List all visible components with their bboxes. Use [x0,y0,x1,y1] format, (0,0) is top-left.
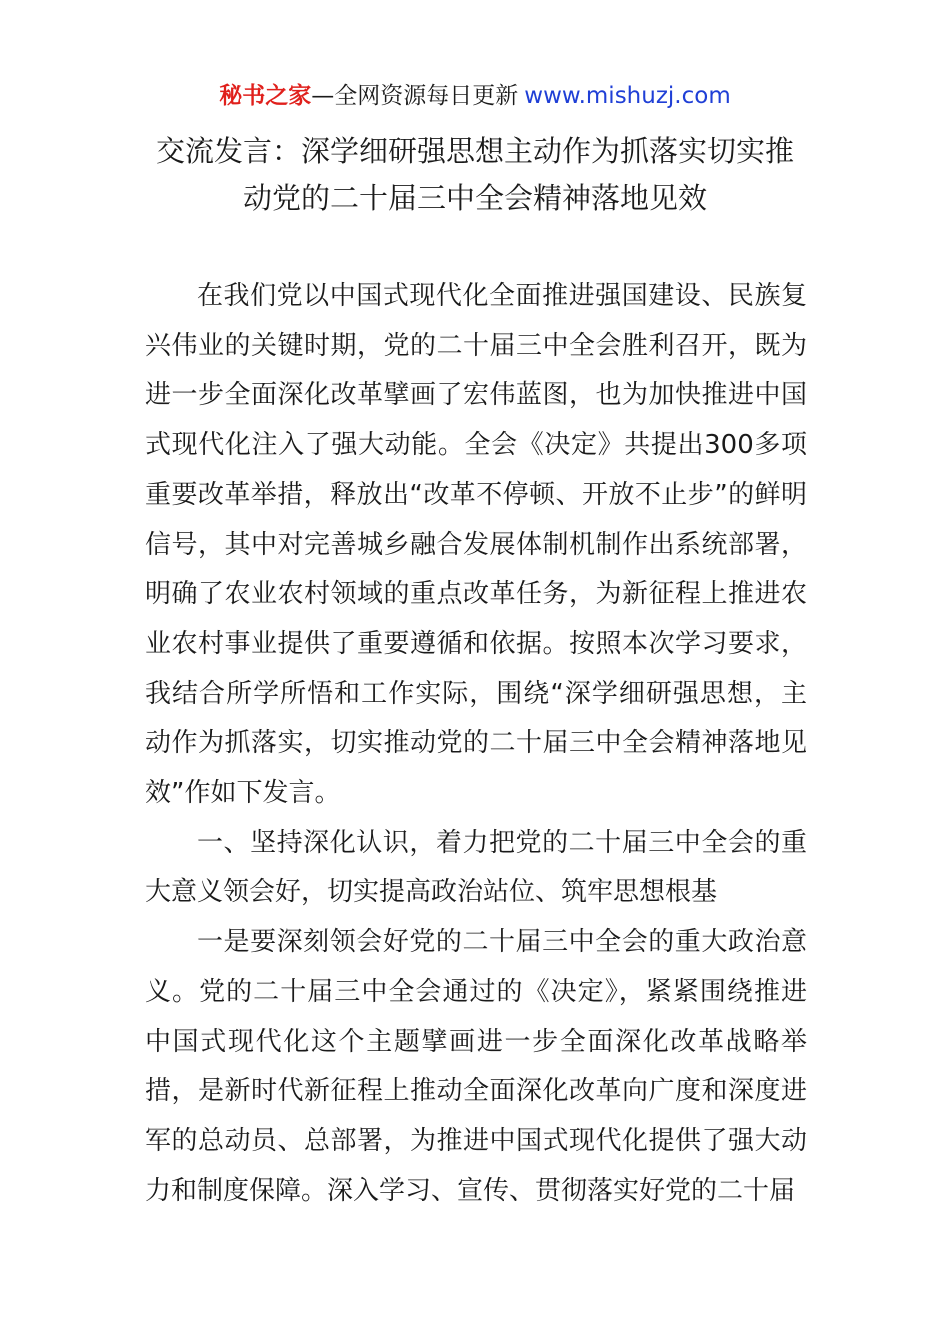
brand-name: 秘书之家 [219,83,312,109]
body-paragraph: 一是要深刻领会好党的二十届三中全会的重大政治意义。党的二十届三中全会通过的《决定》，紧紧围绕推进中国式现代化这个主题擘画进一步全面深化改革战略举措，是新时代新征程上推动全面深化改革向广度和深度进军的总动员、总部署，为推进中国式现代化提供了强大动力和制度保障。深入学习、宣传、贯彻落实好党的二十届 [145,927,807,1206]
site-url-link[interactable]: www.mishuzj.com [524,83,731,109]
document-title: 交流发言：深学细研强思想主动作为抓落实切实推动党的二十届三中全会精神落地见效 [155,134,794,215]
section-heading-1: 一、坚持深化认识，着力把党的二十届三中全会的重大意义领会好，切实提高政治站位、筑牢思想根基 [145,827,807,908]
document-body [145,272,807,1216]
site-header [0,80,950,112]
intro-paragraph: 在我们党以中国式现代化全面推进强国建设、民族复兴伟业的关键时期，党的二十届三中全会胜利召开，既为进一步全面深化改革擘画了宏伟蓝图，也为加快推进中国式现代化注入了强大动能。全会《决定》共提出300多项重要改革举措，释放出“改革不停顿、开放不止步”的鲜明信号，其中对完善城乡融合发展体制机制作出系统部署，明确了农业农村领域的重点改革任务，为新征程上推进农业农村事业提供了重要遵循和依据。按照本次学习要求，我结合所学所悟和工作实际，围绕“深学细研强思想，主动作为抓落实，切实推动党的二十届三中全会精神落地见效”作如下发言。 [145,281,807,809]
site-tagline: —全网资源每日更新 [311,83,519,109]
